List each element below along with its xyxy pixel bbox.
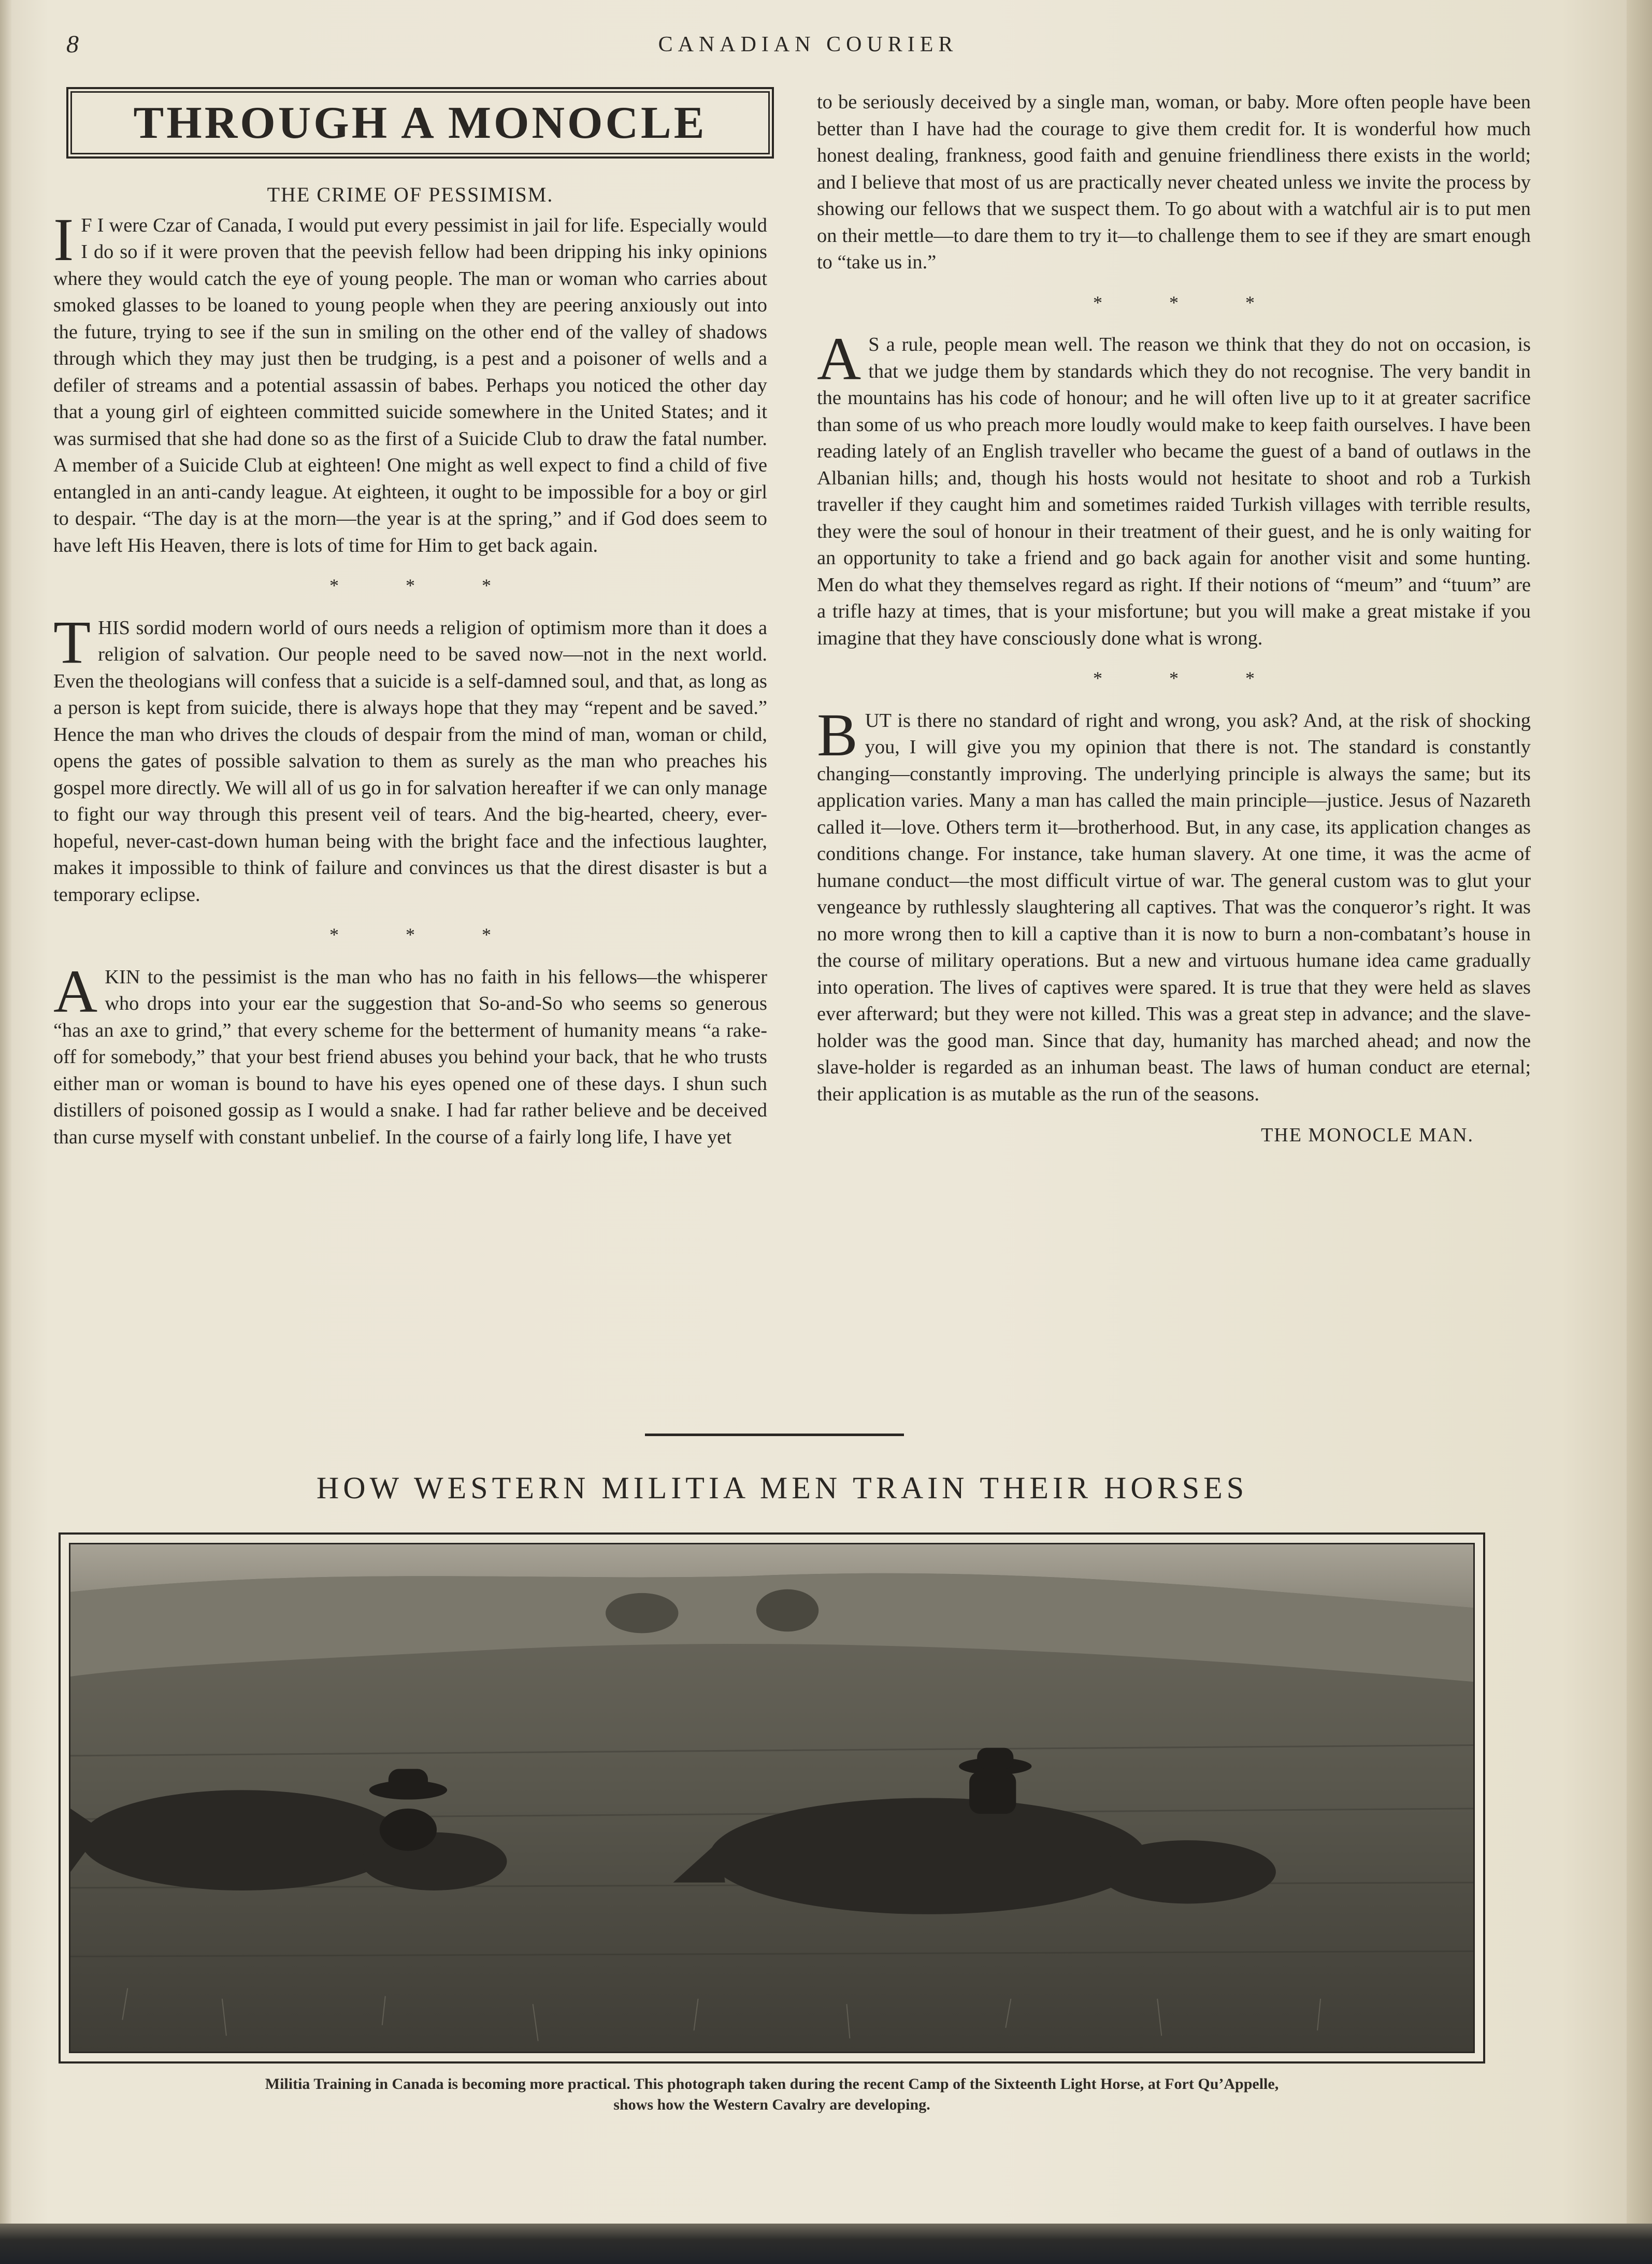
article-title-box <box>66 87 774 159</box>
photograph-image-icon <box>70 1544 1473 2052</box>
article-signature: THE MONOCLE MAN. <box>1261 1124 1474 1146</box>
photo-caption-line-2: shows how the Western Cavalry are developing. <box>613 2096 930 2113</box>
article-subhead: THE CRIME OF PESSIMISM. <box>267 183 554 206</box>
page-spine-shadow <box>0 0 11 2228</box>
page-number: 8 <box>66 31 80 58</box>
publication-running-head: CANADIAN COURIER <box>658 33 958 56</box>
page-right-edge <box>1627 0 1652 2228</box>
article-title: THROUGH A MONOCLE <box>133 97 707 148</box>
photo-frame <box>59 1532 1485 2064</box>
article-paragraph: AS a rule, people mean well. The reason we think that they do not on occasion, is that we judge them by standards which they do not recognise. The very bandit in the mountains has his code of honour; and he will often live up to it at greater sacrifice than some of us who preach more loudly would make to keep faith ourselves. I have been reading lately of an English traveller who became the guest of a band of outlaws in the Albanian hills; and, though his hosts would not hesitate to shoot and rob a Turkish traveller if they caught him and sometimes raided Turkish villages with terrible results, they were the soul of honour in their treatment of their guest, and he is only waiting for an opportunity to take a friend and go back again for another visit and some hunting. Men do what they themselves regard as right. If their notions of “meum” and “tuum” are a trifle hazy at times, that is your misfortune; but you will make a great mistake if you imagine that they have consciously done what is wrong. <box>817 325 1531 649</box>
photo-caption-line-1: Militia Training in Canada is becoming more practical. This photograph taken during the recent Camp of the Sixteenth Light Horse, at Fort Qu’Appelle, <box>265 2075 1279 2093</box>
article-paragraph: AKIN to the pessimist is the man who has no faith in his fellows—the whisperer who drops into your ear the suggestion that So-and-So who seems so generous “has an axe to grind,” that every scheme for the betterment of humanity means “a rake-off for somebody,” that your best friend abuses you behind your back, that he who trusts either man or woman is bound to have his eyes opened one of these days. I shun such distillers of poisoned gossip as I would a snake. I had far rather believe and be deceived than curse myself with constant unbelief. In the course of a fairly long life, I have yet <box>53 957 767 1148</box>
cavalry-photograph <box>69 1543 1475 2053</box>
article-column-right <box>817 89 1531 1149</box>
photo-caption <box>104 2074 1440 2115</box>
feature-headline: HOW WESTERN MILITIA MEN TRAIN THEIR HORSES <box>316 1471 1248 1505</box>
article-column-left <box>53 181 767 1151</box>
article-paragraph: THIS sordid modern world of ours needs a religion of optimism more than it does a religion of salvation. Our people need to be saved now—not in the next world. Even the theologians will confess that a suicide is a self-damned soul, and that, as long as a person is kept from suicide, there is always hope that they may “repent and be saved.” Hence the man who drives the clouds of despair from the mind of man, woman or child, opens the gates of possible salvation to them as surely as the man who preaches his gospel more directly. We will all of us go in for salvation hereafter if we can only manage to fight our way through this present veil of tears. And the big-hearted, cheery, ever-hopeful, never-cast-down human being with the bright face and the infectious laughter, makes it impossible to think of failure and convinces us that the direst disaster is but a temporary eclipse. <box>53 608 767 906</box>
section-divider-rule <box>645 1434 904 1436</box>
section-separator: * * * <box>329 924 522 945</box>
scan-bottom-edge <box>0 2224 1652 2264</box>
section-separator: * * * <box>1093 668 1286 689</box>
section-separator: * * * <box>329 575 522 596</box>
article-paragraph: IF I were Czar of Canada, I would put every pessimist in jail for life. Especially would I do so if it were proven that the peevish fellow had been dripping his inky opinions where they would catch the eye of young people. The man or woman who carries about smoked glasses to be loaned to young people when they are peering anxiously out into the future, trying to see if the sun in smiling on the other end of the valley of shadows through which they may just then be trudging, is a pest and a poisoner of wells and a defiler of streams and a potential assassin of babes. Perhaps you noticed the other day that a young girl of eighteen committed suicide somewhere in the United States; and it was surmised that she had done so as the first of a Suicide Club to draw the fatal number. A member of a Suicide Club at eighteen! One might as well expect to find a child of five entangled in an anti-candy league. At eighteen, it ought to be impossible for a boy or girl to despair. “The day is at the morn—the year is at the spring,” and if God does seem to have left His Heaven, there is lots of time for Him to get back again. <box>53 205 767 556</box>
section-separator: * * * <box>1093 292 1286 313</box>
article-paragraph: BUT is there no standard of right and wrong, you ask? And, at the risk of shocking you, I will give you my opinion that there is not. The standard is constantly changing—constantly improving. The underlying principle is always the same; but its application varies. Many a man has called the main principle—justice. Jesus of Nazareth called it—love. Others term it—brotherhood. But, in any case, its application changes as conditions change. For instance, take human slavery. At one time, it was the acme of humane conduct—the most difficult virtue of war. The general custom was to glut your vengeance by ruthlessly slaughtering all captives. That was the conqueror’s right. It was no more wrong then to kill a captive than it is now to burn a non-combatant’s house in the course of military operations. But a new and virtuous humane idea came gradually into operation. The lives of captives were spared. It is true that they were held as slaves ever afterward; but they were not killed. This was a great step in advance; and the slave-holder was the good man. Since that day, humanity has marched ahead; and now the slave-holder is regarded as an inhuman beast. The laws of human conduct are eternal; their application is as mutable as the run of the seasons. <box>817 700 1531 1105</box>
article-paragraph: to be seriously deceived by a single man, woman, or baby. More often people have been better than I have had the courage to give them credit for. It is wonderful how much honest dealing, frankness, good faith and genuine friendliness there exists in the world; and I believe that most of us are practically never cheated unless we invite the process by showing our fellows that we suspect them. To go about with a watchful air is to put men on their mettle—to dare them to try it—to challenge them to see if they are smart enough to “take us in.” <box>817 91 1531 273</box>
